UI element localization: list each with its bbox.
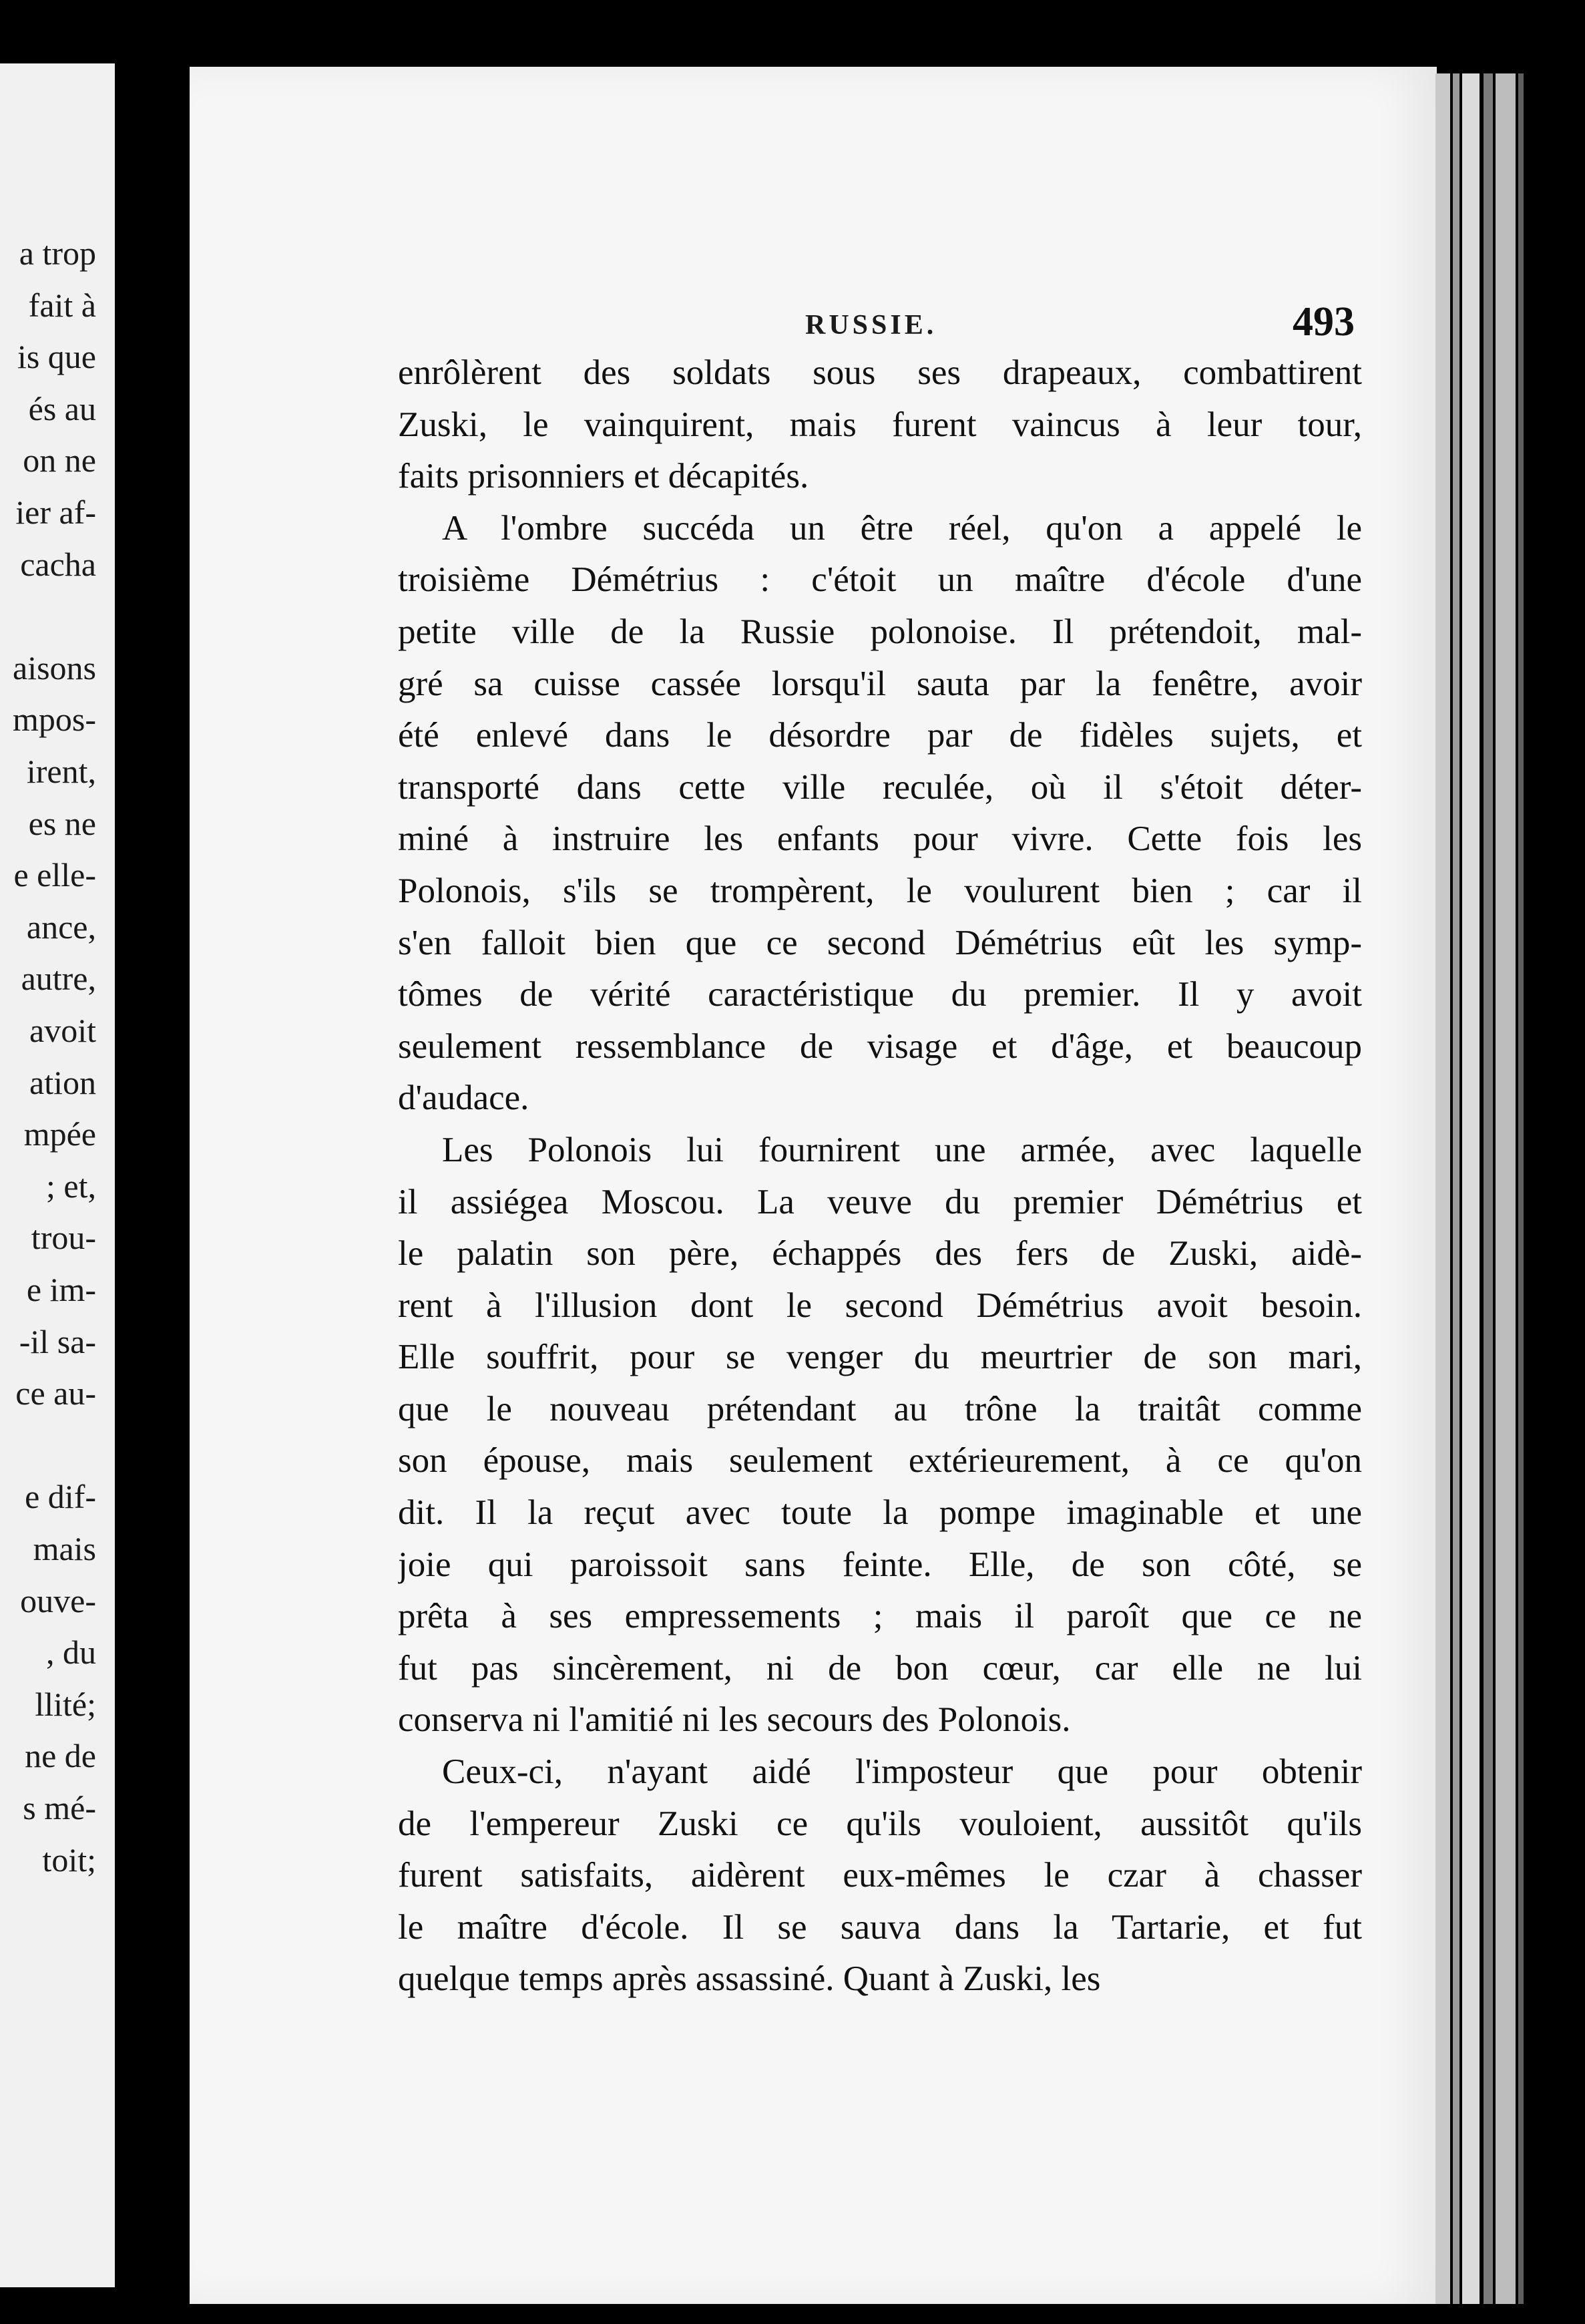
previous-page-line: ier af- <box>15 494 96 531</box>
text-line: gré sa cuisse cassée lorsqu'il sauta par la fenêtre, avoir <box>398 664 1362 703</box>
previous-page-line: irent, <box>26 753 96 790</box>
previous-page-line: llité; <box>35 1685 96 1723</box>
text-line: transporté dans cette ville reculée, où il s'étoit déter- <box>398 767 1362 807</box>
paragraph <box>398 347 1362 503</box>
previous-page-line: e elle- <box>13 856 96 894</box>
previous-page-line: mpos- <box>13 701 96 739</box>
previous-page-line: toit; <box>42 1841 96 1879</box>
text-line: seulement ressemblance de visage et d'âge, et beaucoup <box>398 1026 1362 1066</box>
previous-page-line: s mé- <box>23 1789 96 1826</box>
body-text <box>398 347 1362 2005</box>
text-line: troisième Démétrius : c'étoit un maître d'école d'une <box>398 560 1362 600</box>
page-number: 493 <box>1293 299 1355 345</box>
previous-page-line: mpée <box>23 1115 96 1153</box>
text-line: d'audace. <box>398 1079 529 1118</box>
text-line: joie qui paroissoit sans feinte. Elle, de son côté, se <box>398 1545 1362 1584</box>
text-line: Elle souffrit, pour se venger du meurtrier de son mari, <box>398 1338 1362 1377</box>
page-edge <box>1496 73 1516 2304</box>
text-line: quelque temps après assassiné. Quant à Zuski, les <box>398 1959 1101 1999</box>
text-line: Polonois, s'ils se trompèrent, le voulurent bien ; car il <box>398 871 1362 910</box>
previous-page-line: ouve- <box>20 1581 96 1619</box>
text-line: A l'ombre succéda un être réel, qu'on a appelé le <box>442 508 1362 548</box>
previous-page-fragment <box>0 63 115 2287</box>
previous-page-line: es ne <box>28 804 96 842</box>
page-edge <box>1484 73 1493 2304</box>
previous-page-line: aisons <box>13 648 96 687</box>
previous-page-line: trou- <box>31 1219 96 1257</box>
text-line: Ceux-ci, n'ayant aidé l'imposteur que pour obtenir <box>442 1752 1362 1792</box>
previous-page-line: ance, <box>26 908 96 946</box>
running-head <box>190 299 1437 351</box>
previous-page-line: mais <box>33 1530 96 1567</box>
paragraph <box>398 1125 1362 1746</box>
previous-page-line: is que <box>17 338 96 376</box>
book-page <box>190 67 1437 2304</box>
text-line: Les Polonois lui fournirent une armée, avec laquelle <box>442 1130 1362 1169</box>
text-line: prêta à ses empressements ; mais il paroît que ce ne <box>398 1597 1362 1636</box>
text-line: enrôlèrent des soldats sous ses drapeaux, combattirent <box>398 353 1362 392</box>
previous-page-line: a trop <box>19 234 96 272</box>
previous-page-line: , du <box>46 1633 96 1672</box>
previous-page-line: ation <box>29 1063 96 1101</box>
text-line: fut pas sincèrement, ni de bon cœur, car elle ne lui <box>398 1648 1362 1688</box>
running-head-title: RUSSIE. <box>805 310 937 341</box>
previous-page-line: cacha <box>20 545 96 583</box>
page-edge <box>1453 73 1459 2304</box>
page-edge <box>1518 73 1524 2304</box>
text-line: faits prisonniers et décapités. <box>398 457 809 496</box>
text-line: s'en falloit bien que ce second Démétrius eût les symp- <box>398 923 1362 962</box>
text-line: Zuski, le vainquirent, mais furent vaincus à leur tour, <box>398 405 1362 444</box>
text-line: conserva ni l'amitié ni les secours des Polonois. <box>398 1700 1071 1740</box>
text-line: il assiégea Moscou. La veuve du premier Démétrius et <box>398 1182 1362 1221</box>
previous-page-line: autre, <box>21 960 96 998</box>
previous-page-line: -il sa- <box>19 1322 96 1360</box>
text-line: dit. Il la reçut avec toute la pompe imaginable et une <box>398 1493 1362 1533</box>
previous-page-line: on ne <box>23 441 96 479</box>
text-line: que le nouveau prétendant au trône la traitât comme <box>398 1389 1362 1428</box>
text-line: été enlevé dans le désordre par de fidèles sujets, et <box>398 716 1362 755</box>
text-line: furent satisfaits, aidèrent eux-mêmes le czar à chasser <box>398 1856 1362 1895</box>
previous-page-line: e dif- <box>25 1478 96 1516</box>
paragraph <box>398 1746 1362 2005</box>
previous-page-line: ne de <box>25 1737 96 1775</box>
text-line: le maître d'école. Il se sauva dans la Tartarie, et fut <box>398 1907 1362 1947</box>
text-line: de l'empereur Zuski ce qu'ils vouloient, aussitôt qu'ils <box>398 1804 1362 1843</box>
text-line: petite ville de la Russie polonoise. Il prétendoit, mal- <box>398 612 1362 651</box>
previous-page-line: avoit <box>29 1012 96 1049</box>
previous-page-line: fait à <box>28 286 96 324</box>
previous-page-line: e im- <box>26 1271 96 1308</box>
text-line: rent à l'illusion dont le second Démétrius avoit besoin. <box>398 1286 1362 1325</box>
paragraph <box>398 503 1362 1125</box>
text-line: miné à instruire les enfants pour vivre. Cette fois les <box>398 819 1362 859</box>
page-edge <box>1435 73 1450 2304</box>
previous-page-line: ; et, <box>46 1167 96 1205</box>
text-line: le palatin son père, échappés des fers de Zuski, aidè- <box>398 1234 1362 1274</box>
previous-page-line: és au <box>28 389 96 427</box>
text-line: tômes de vérité caractéristique du premier. Il y avoit <box>398 975 1362 1014</box>
page-edge <box>1462 73 1480 2304</box>
previous-page-line: ce au- <box>15 1374 96 1412</box>
text-line: son épouse, mais seulement extérieurement, à ce qu'on <box>398 1441 1362 1481</box>
